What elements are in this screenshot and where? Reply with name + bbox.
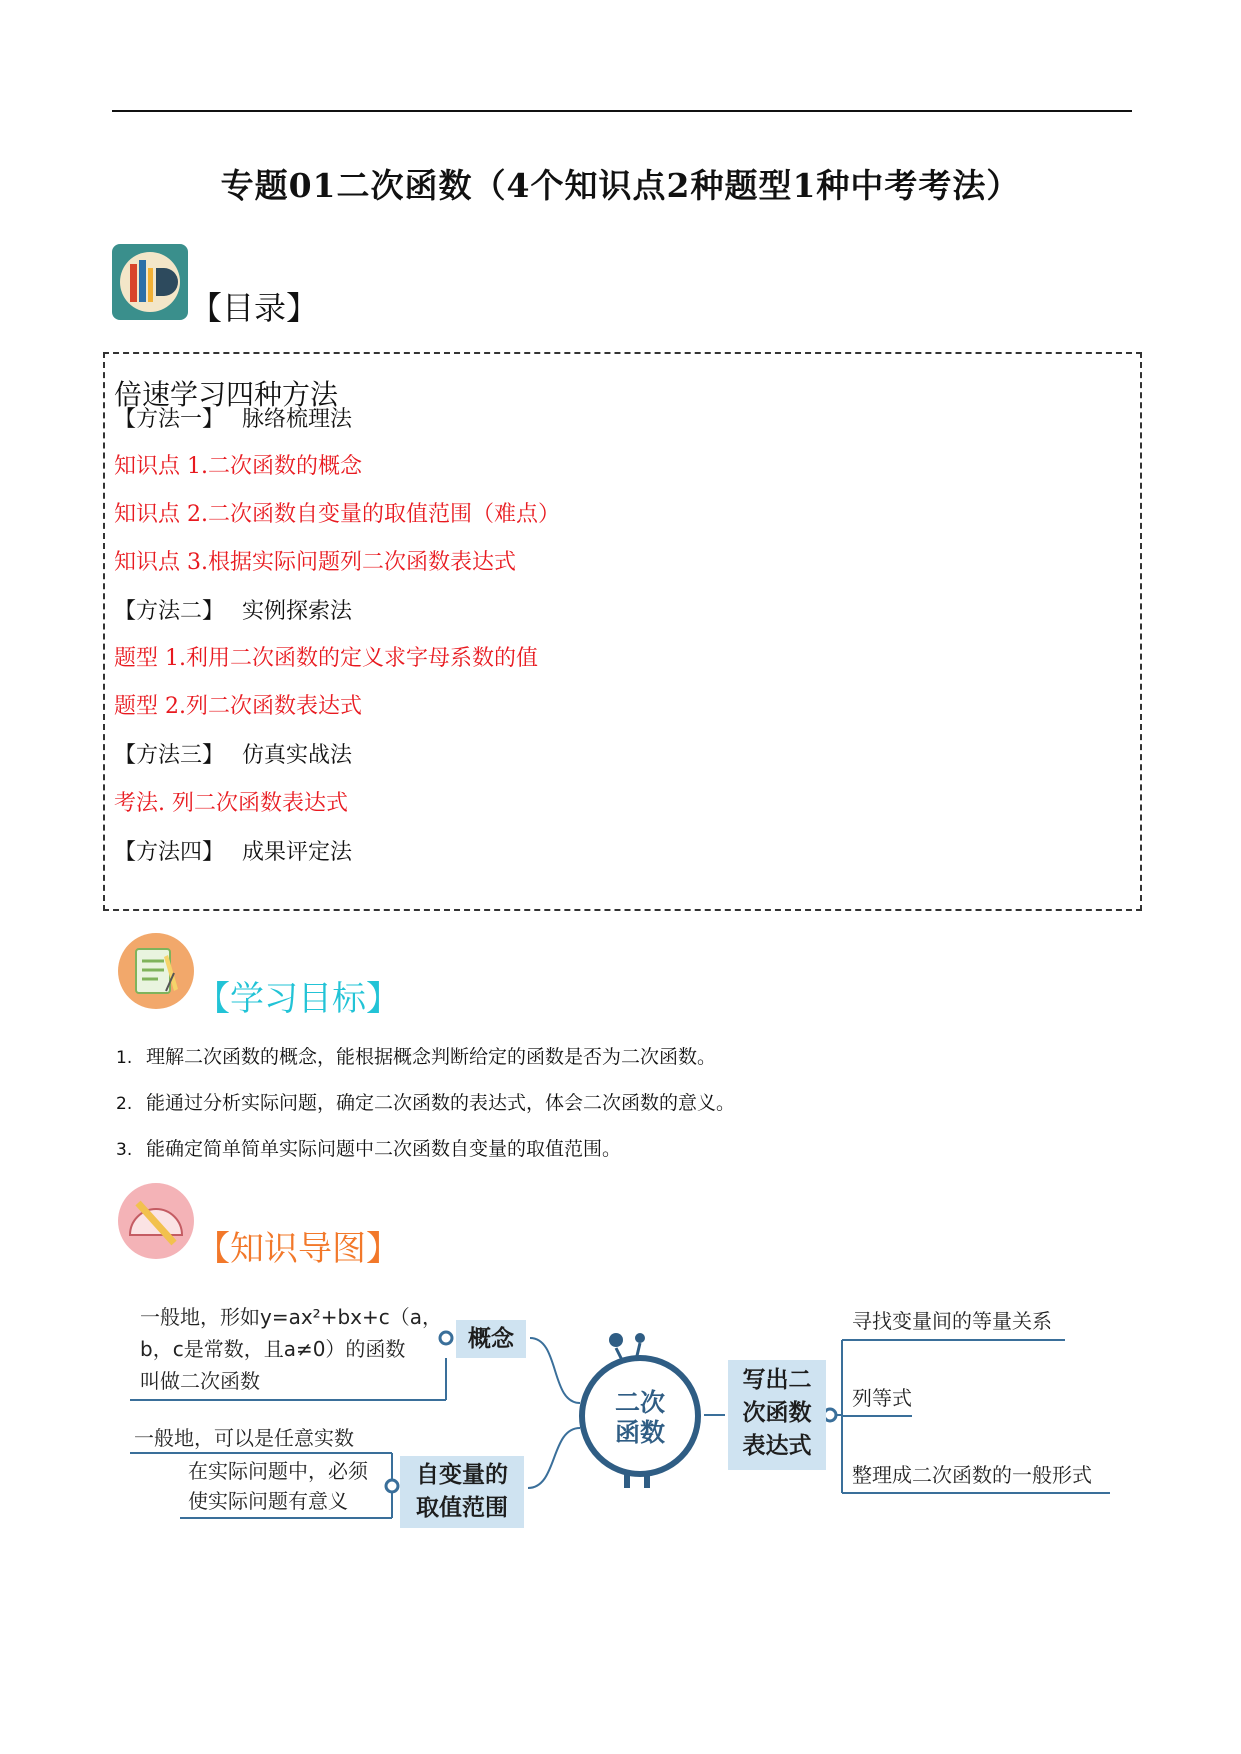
toc-topic-link[interactable]: [114, 545, 516, 576]
toc-method-name: 脉络梳理法: [242, 407, 353, 432]
toc-line-text: 【方法四】: [114, 840, 225, 865]
toc-line-text: 【方法三】: [114, 743, 225, 768]
toc-line-text: 知识点 2.二次函数自变量的取值范围（难点）: [114, 502, 560, 527]
toc-header: [112, 244, 319, 327]
protractor-icon: [118, 1183, 194, 1259]
domain-node: 自变量的 取值范围: [400, 1456, 524, 1528]
toc-topic-link[interactable]: [114, 641, 538, 672]
toc-line-text: 题型 1.利用二次函数的定义求字母系数的值: [114, 646, 538, 671]
list-item: 1. 理解二次函数的概念，能根据概念判断给定的函数是否为二次函数。: [116, 1046, 717, 1068]
toc-method-name: 实例探索法: [242, 599, 353, 624]
center-node: 二次函数: [614, 1388, 665, 1447]
clipboard-icon: [118, 933, 194, 1009]
concept-definition-line-1: 一般地，形如y=ax²+bx+c（a，: [140, 1305, 443, 1329]
toc-method-name: 仿真实战法: [242, 743, 353, 768]
domain-practical-line-1: 在实际问题中，必须: [188, 1459, 368, 1483]
document-title: 专题01二次函数（4个知识点2种题型1种中考考法）: [220, 166, 1021, 205]
toc-line-text: 题型 2.列二次函数表达式: [114, 694, 362, 719]
toc-line-text: 【方法二】: [114, 599, 225, 624]
toc-method-heading[interactable]: [114, 835, 352, 866]
knowledge-mindmap: [130, 1288, 1130, 1548]
toc-method-heading[interactable]: [114, 594, 352, 625]
mindmap-heading: 【知识导图】: [196, 1229, 400, 1269]
concept-definition-line-2: b，c是常数，且a≠0）的函数: [140, 1337, 406, 1361]
toc-topic-link[interactable]: [114, 689, 362, 720]
list-item: 3. 能确定简单简单实际问题中二次函数自变量的取值范围。: [116, 1138, 622, 1160]
toc-method-heading[interactable]: [114, 402, 352, 433]
concept-node: 概念: [456, 1320, 526, 1358]
expression-step-3: 整理成二次函数的一般形式: [852, 1463, 1092, 1487]
toc-topic-link[interactable]: [114, 449, 362, 480]
expression-node: 写出二 次函数 表达式: [728, 1360, 826, 1470]
domain-practical-line-2: 使实际问题有意义: [188, 1489, 348, 1513]
mindmap-header: [118, 1183, 400, 1269]
toc-heading: 【目录】: [190, 289, 319, 327]
toc-line-text: 考法. 列二次函数表达式: [114, 791, 348, 816]
expression-step-2: 列等式: [852, 1386, 912, 1410]
list-item: 2. 能通过分析实际问题，确定二次函数的表达式，体会二次函数的意义。: [116, 1092, 736, 1114]
toc-box: [103, 352, 1142, 911]
goals-header: [118, 933, 400, 1019]
toc-line-text: 知识点 1.二次函数的概念: [114, 454, 362, 479]
toc-method-name: 成果评定法: [242, 840, 353, 865]
toc-line-text: 知识点 3.根据实际问题列二次函数表达式: [114, 550, 516, 575]
toc-topic-link[interactable]: [114, 497, 560, 528]
concept-definition-line-3: 叫做二次函数: [140, 1369, 260, 1393]
books-icon: [112, 244, 188, 320]
goals-heading: 【学习目标】: [196, 979, 400, 1019]
header-rule: [112, 110, 1132, 112]
toc-line-text: 【方法一】: [114, 407, 225, 432]
expression-step-1: 寻找变量间的等量关系: [852, 1309, 1052, 1333]
domain-general: 一般地，可以是任意实数: [134, 1426, 354, 1450]
toc-box-title: 倍速学习四种方法: [114, 378, 339, 411]
toc-topic-link[interactable]: [114, 786, 348, 817]
toc-method-heading[interactable]: [114, 738, 352, 769]
